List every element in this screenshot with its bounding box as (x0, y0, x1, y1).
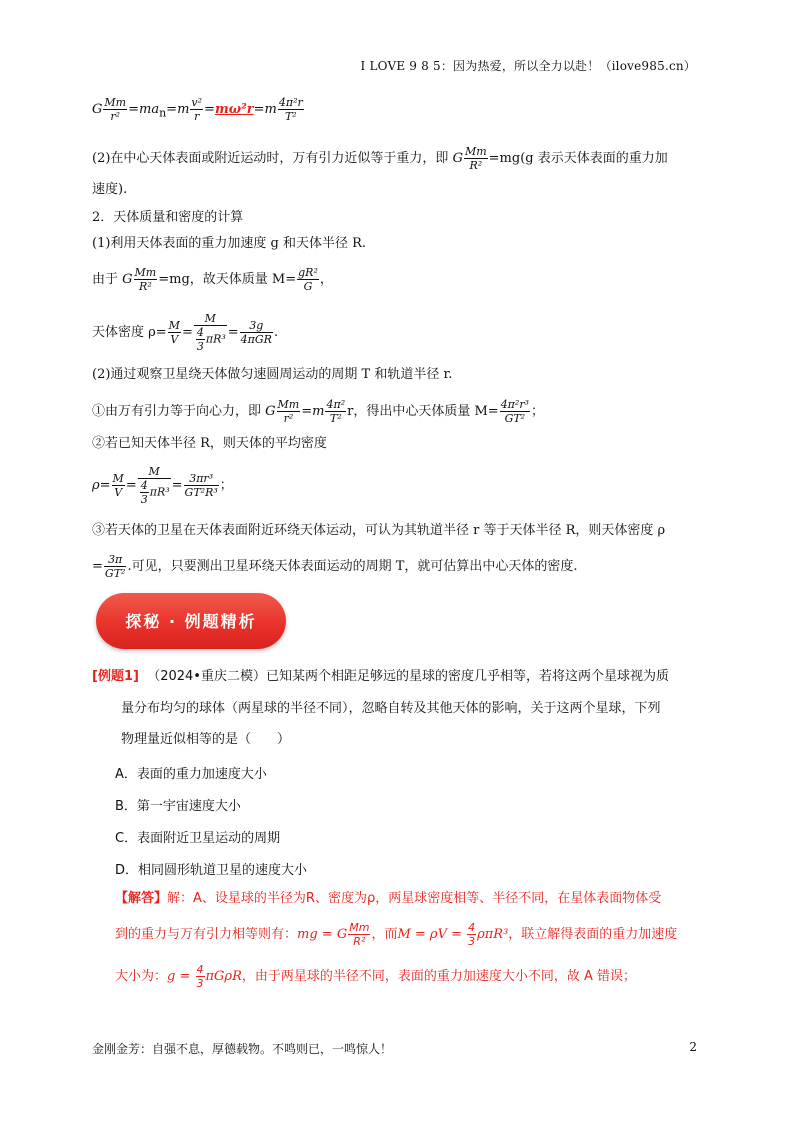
text: 天体密度 ρ= (92, 325, 167, 340)
paragraph-surface-gravity-cont: 速度). (92, 182, 128, 197)
symbol-G: G (265, 404, 276, 419)
text: ，而 (371, 927, 398, 942)
text: ， (319, 272, 333, 287)
text: （2024•重庆二模）已知某两个相距足够远的星球的密度几乎相等，若将这两个星球视为质 (147, 669, 669, 684)
symbol-m: m (177, 102, 190, 117)
fraction-3pir3-GT2R3: $\frac{\text{3πr³}}{\text{GT²R³}}$ (184, 472, 218, 499)
method-1-title: (1)利用天体表面的重力加速度 g 和天体半径 R. (92, 236, 367, 251)
equals: = (181, 325, 193, 340)
formula-density-near-surface (92, 553, 578, 580)
option-a[interactable]: A．表面的重力加速度大小 (115, 767, 267, 782)
formula: g = (167, 969, 195, 984)
formula-density-from-g (92, 312, 278, 353)
section-banner (96, 593, 286, 649)
section-title-mass-density: 2．天体质量和密度的计算 (92, 210, 244, 225)
text: r，得出中心天体质量 M= (347, 404, 499, 419)
formula-mass-from-g (92, 266, 333, 293)
text: = (92, 559, 103, 574)
symbol-m: m (264, 102, 277, 117)
answer-line1 (115, 887, 661, 906)
equals: = (171, 478, 183, 493)
fraction-4pi2r-T2: $\frac{\text{4π²r}}{\text{T²}}$ (278, 96, 303, 123)
text: (2)在中心天体表面或附近运动时，万有引力近似等于重力，即 (92, 151, 449, 166)
fraction-4-3: $\frac{4}{3}$ (140, 479, 148, 506)
paragraph-surface-gravity (92, 145, 668, 172)
answer-line3 (115, 963, 636, 990)
fraction-gR2-G: $\frac{\text{gR²}}{G}$ (298, 266, 318, 293)
equals: = (204, 102, 215, 117)
near-surface-orbit-text: ③若天体的卫星在天体表面附近环绕天体运动，可认为其轨道半径 r 等于天体半径 R，则天体密度 ρ (92, 523, 666, 538)
text: =mg(g 表示天体表面的重力加 (488, 151, 668, 166)
fraction-Mm-R2: $\frac{Mm}{\text{R²}}$ (349, 921, 370, 948)
footer-motto: 金刚金芳：自强不息，厚德载物。不鸣则已，一鸣惊人！ (92, 1042, 393, 1056)
equals: = (253, 102, 265, 117)
example-tag: [例题1] (92, 669, 139, 684)
formula: πGρR (205, 969, 242, 984)
text: 由于 (92, 272, 119, 287)
highlight-m-omega2-r: mω²r (214, 102, 254, 117)
page-number: 2 (689, 1040, 697, 1054)
formula-gravity-centripetal: G $\frac{Mm}{\text{r²}}$ $=ma_n=m$ $\frac{\text{v²}}{r}$ =mω²r=m $\frac{\text{4π²r}}{\text{T²}}$ (92, 96, 303, 123)
subscript-n: n (159, 106, 167, 120)
page-header: I LOVE 9 8 5：因为热爱，所以全力以赴！（ilove985.cn） (360, 59, 696, 73)
fraction-Mm-R2: $\frac{Mm}{\text{R²}}$ (464, 145, 487, 172)
example-question-line1 (92, 661, 669, 693)
fraction-4pi2-T2: $\frac{\text{4π²}}{\text{T²}}$ (326, 398, 346, 425)
fraction-3pi-GT2: $\frac{3\pi}{\text{GT²}}$ (104, 553, 126, 580)
text: .可见，只要测出卫星环绕天体表面运动的周期 T，就可估算出中心天体的密度. (127, 559, 578, 574)
fraction-4pi2r3-GT2: $\frac{\text{4π²r³}}{\text{GT²}}$ (500, 398, 529, 425)
banner-label: 探秘 · 例题精析 (125, 612, 257, 631)
fraction-M-volume: M $\frac{4}{3}$ πR³ (194, 312, 227, 353)
method-2-title: (2)通过观察卫星绕天体做匀速圆周运动的周期 T 和轨道半径 r. (92, 367, 453, 382)
formula-density-from-orbit (92, 465, 233, 506)
answer-tag: 【解答】 (115, 891, 168, 906)
option-d[interactable]: D．相同圆形轨道卫星的速度大小 (115, 863, 308, 878)
fraction-4-3: $\frac{4}{3}$ (196, 963, 204, 990)
text: ，由于两星球的半径不同，表面的重力加速度大小不同，故 A 错误； (241, 969, 637, 984)
fraction-Mm-R2: $\frac{Mm}{\text{R²}}$ (134, 266, 157, 293)
option-c[interactable]: C．表面附近卫星运动的周期 (115, 831, 281, 846)
symbol-G: G (122, 272, 133, 287)
text: 大小为： (115, 969, 168, 984)
text: ρ= (92, 478, 111, 493)
fraction-v2-r: $\frac{\text{v²}}{r}$ (191, 96, 203, 123)
equals: = (125, 478, 137, 493)
density-intro: ②若已知天体半径 R，则天体的平均密度 (92, 436, 327, 451)
fraction-3g-4piGR: $\frac{3g}{\text{4πGR}}$ (240, 319, 272, 346)
text: =mg，故天体质量 M= (158, 272, 297, 287)
option-b[interactable]: B．第一宇宙速度大小 (115, 799, 241, 814)
text: ，联立解得表面的重力加速度 (508, 927, 678, 942)
equals: = (227, 325, 239, 340)
fraction-M-V: $\frac{M}{V}$ (112, 472, 124, 499)
formula: ρπR³ (477, 927, 509, 942)
text: =m (301, 404, 325, 419)
answer-line2 (115, 921, 677, 948)
example-question-line2: 量分布均匀的球体（两星球的半径不同），忽略自转及其他天体的影响，关于这两个星球，下列 (121, 701, 661, 716)
text: . (273, 325, 279, 340)
term-ma: =ma (128, 102, 160, 117)
text: ； (531, 404, 545, 419)
fraction-Mm-r2: $\frac{Mm}{\text{r²}}$ (104, 96, 127, 123)
fraction-M-V: $\frac{M}{V}$ (168, 319, 180, 346)
fraction-4-3: $\frac{4}{3}$ (196, 326, 204, 353)
text: 到的重力与万有引力相等则有： (115, 927, 298, 942)
text: ； (219, 478, 233, 493)
formula-mass-from-orbit (92, 398, 544, 425)
formula: mg = G (297, 927, 348, 942)
fraction-M-volume: M $\frac{4}{3}$ πR³ (138, 465, 171, 506)
text: 解：A、设星球的半径为R、密度为ρ，两星球密度相等、半径不同，在星体表面物体受 (167, 891, 662, 906)
text: ①由万有引力等于向心力，即 (92, 404, 262, 419)
fraction-Mm-r2: $\frac{Mm}{\text{r²}}$ (277, 398, 300, 425)
symbol-G: G (92, 102, 103, 117)
fraction-4-3: $\frac{4}{3}$ (468, 921, 476, 948)
symbol-G: G (452, 151, 463, 166)
example-question-line3: 物理量近似相等的是（ ） (121, 732, 291, 747)
formula: M = ρV = (397, 927, 467, 942)
